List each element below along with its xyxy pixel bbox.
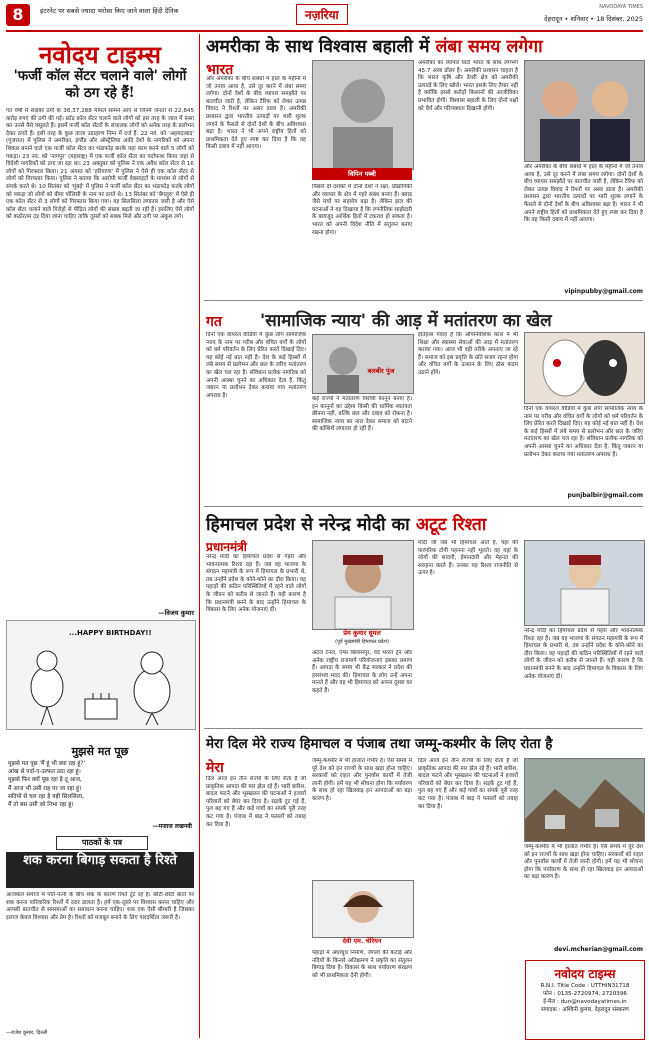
story4-photo [524,758,645,842]
editorial-body: गत वर्षों में साइबर ठगी के 36,37,288 मामले सामने आए थे जिनमें जनता से 22,845 करोड़ रुपए की ठगी की गई। फ्रॉड कॉल सेंटर चलाने वाले लोगों को इस तरह के जाल में फंसा कर उनसे पैसे वसूलते हैं। इसमें फर्जी कॉल सेंटरों के संचालक लोगों को अनेक तरह के प्रलोभन देकर ठगते हैं। इसी तरह के कुछ ताजा उदाहरण निम्न में दर्ज हैं: 22 नवं. को 'अहमदाबाद' (गुजरात) में पुलिस ने अमरीका, इंग्लैंड और ऑस्ट्रेलिया आदि देशों के नागरिकों को अपना शिकार बनाने वाले एक फर्जी कॉल सेंटर का भंडाफोड़ करके यहां काम करने वाले 5 लोगों को पकड़ा। 23 नवं. को 'नागपुर' (महाराष्ट्र) में एक फर्जी कॉल सेंटर का पर्दाफाश किया जहां से विदेशी नागरिकों को ठगा जा रहा था। 23 अक्तूबर को पुलिस ने एक अवैध कॉल सेंटर से 16 लोगों को गिरफ्तार किया। 21 अगस्त को 'हरियाणा' में पुलिस ने ऐसे ही एक कॉल सेंटर से लोगों को गिरफ्तार किया। पुलिस ने बताया कि आरोपी फर्जी वेबसाइटों के माध्यम से लोगों से संपर्क करते थे। 10 सितंबर को 'मुंबई' में पुलिस ने फर्जी कॉल सेंटर का भंडाफोड़ करके लोगों को पकड़ा जो लोगों को बीमा पॉलिसी के नाम पर ठगते थे। 13 सितंबर को 'बेंगलुरु' में ऐसे ही एक कॉल सेंटर से 3 लोगों को गिरफ्तार किया गया। यह सिलसिला लगातार जारी है और ऐसे कॉल सेंटर चलाने वाले गिरोहों से पीड़ित लोगों की संख्या बढ़ती जा रही है। इसलिए ऐसे लोगों को कठोरतम दंड दिया जाना चाहिए ताकि दूसरों को सबक मिले और ठगी पर अंकुश लगे। [6,108,194,221]
imprint-line: R.N.I. Title Code : UTTHIN31718 [540,983,630,989]
story4-dropcap: मेरा [206,760,224,776]
story4-headline: मेरा दिल मेरे राज्य हिमाचल व पंजाब तथा जम्मू-कश्मीर के लिए रोता है [206,736,553,752]
imprint-line: फोन : 0135-2720974, 2720396 [543,991,627,997]
story1-headline-main: अमरीका के साथ विश्वास बहाली में [206,37,430,57]
story4-body-col4: जम्मू-कश्मीर में भी हालात गंभीर हैं। ऐसे समय में पूरे देश को इन राज्यों के साथ खड़ा होना चाहिए। सरकारों को राहत और पुनर्वास कार्यों में तेजी लानी होगी। हमें यह भी सोचना होगा कि पर्यावरण के साथ हो रहा खिलवाड़ इन आपदाओं का बड़ा कारण है। [524,844,643,881]
poem-line: मुझसे मत पूछ 'मैं हूं भी क्या रहा हूं?' [8,761,86,767]
cartoon-drawing [7,621,195,729]
story4-byline: देवी एम. चेरियन [342,937,382,945]
story1-dropcap: भारत [206,62,234,78]
story3-author-photo [312,540,414,630]
story1-body-col3: अमरीका का व्यापार घाटा भारत के साथ लगभग 45.7 अरब डॉलर है। अमरीकी प्रशासन चाहता है कि भारत कृषि और डेयरी क्षेत्र को अमरीकी उत्पादों के लिए खोले। भारत इसके लिए तैयार नहीं है क्योंकि इससे करोड़ों किसानों की आजीविका प्रभावित होगी। विश्वास बहाली के लिए दोनों पक्षों को धैर्य और परिपक्वता दिखानी होगी। [418,60,518,112]
story4-author-photo [312,880,414,938]
story3-body-col2: अटल टनल, एम्स बिलासपुर, वंदे भारत ट्रेन और अनेक राष्ट्रीय राजमार्ग परियोजनाएं इसका प्रमाण हैं। आपदा के समय भी केंद्र सरकार ने प्रदेश की हरसंभव मदद की। हिमाचल के लोग उन्हें अपना मानते हैं और वह भी हिमाचल को अपना दूसरा घर कहते हैं। [312,650,412,694]
story1-email: vipinpubby@gmail.com [564,288,643,295]
column-divider [199,34,200,1038]
poem-line: मैं तो बस उसी को निभा रहा हूं। [8,802,74,809]
dateline: देहरादून • शनिवार • 18 दिसंबर, 2025 [544,15,643,23]
poem-line: आंख से पर्दा-ए-उल्फत उठा रहा हूं। [8,769,81,776]
story2-body-col4: दिनों एक वायरल वीडियो में कुछ लोग सामाजिक न्याय के नाम पर गरीब और वंचित वर्गों के लोगों को धर्म परिवर्तन के लिए प्रेरित करते दिखाई दिए। यह कोई नई बात नहीं है। देश के कई हिस्सों में लंबे समय से प्रलोभन और छल के जरिए मतांतरण का खेल चल रहा है। संविधान प्रत्येक नागरिक को अपनी आस्था चुनने का अधिकार देता है, किंतु जबरन या प्रलोभन देकर कराया गया मतांतरण अपराध है। [524,406,643,458]
poem-line: सदियों से चल रहा है यही सिलसिला, [8,793,84,800]
poem-author: —मजाज लखनवी [152,823,192,830]
story3-headline [206,512,486,536]
story2-byline: बलबीर पुंज [367,367,395,375]
story3-headline-highlight: अटूट रिश्ता [415,515,487,535]
poem-body [8,760,192,809]
story1-body-col1: और अमरीका के बीच संबंधों में हाल के महीनों में जो तनाव आया है, उसे दूर करने में लंबा समय लगेगा। दोनों देशों के बीच व्यापार समझौते पर बातचीत जारी है, लेकिन टैरिफ को लेकर उत्पन्न विवाद ने रिश्तों पर असर डाला है। अमरीकी प्रशासन द्वारा भारतीय उत्पादों पर भारी शुल्क लगाने के फैसले से दोनों देशों के बीच अविश्वास बढ़ा है। भारत ने भी अपने राष्ट्रीय हितों को प्राथमिकता देते हुए स्पष्ट कर दिया है कि वह किसी दबाव में नहीं आएगा। [206,76,306,151]
story2-body-col2: कई राज्यों ने मतांतरण विरोधी कानून बनाए हैं। इन कानूनों का उद्देश्य किसी की धार्मिक स्वतंत्रता छीनना नहीं, बल्कि छल और दबाव को रोकना है। सामाजिक न्याय का नारा देकर समाज को बांटने की कोशिशें लगातार हो रही हैं। [312,396,412,433]
story4-email: devi.mcherian@gmail.com [553,946,643,953]
story2-photo [524,332,645,404]
story2-headline: 'सामाजिक न्याय' की आड़ में मतांतरण का खेल [260,311,552,331]
cartoon-caption: ...HAPPY BIRTHDAY!! [69,629,152,637]
section-rule [204,300,643,301]
story1-author-photo [312,60,414,170]
story1-byline: विपिन पब्बी [312,168,412,180]
story3-body-col4: नरेन्द्र मोदी का हिमाचल प्रदेश से गहरा और भावनात्मक रिश्ता रहा है। जब वह भाजपा के संगठन महामंत्री के रूप में हिमाचल के प्रभारी थे, तब उन्होंने प्रदेश के कोने-कोने का दौरा किया। वह पहाड़ों की कठिन परिस्थितियों में रहने वाले लोगों के जीवन को करीब से जानते हैं। यही कारण है कि प्रधानमंत्री बनने के बाद उन्होंने हिमाचल के विकास के लिए अनेक योजनाएं दीं। [524,628,643,680]
readers-letters-label: पाठकों के पत्र [56,836,148,850]
section-rule [204,728,643,729]
story3-byline: प्रेम कुमार धूमल [343,629,381,637]
story2-body-col1: दिनों एक वायरल वीडियो में कुछ लोग सामाजिक न्याय के नाम पर गरीब और वंचित वर्गों के लोगों को धर्म परिवर्तन के लिए प्रेरित करते दिखाई दिए। यह कोई नई बात नहीं है। देश के कई हिस्सों में लंबे समय से प्रलोभन और छल के जरिए मतांतरण का खेल चल रहा है। संविधान प्रत्येक नागरिक को अपनी आस्था चुनने का अधिकार देता है, किंतु जबरन या प्रलोभन देकर कराया गया मतांतरण अपराध है। [206,332,306,399]
imprint-logo: नवोदय टाइम्स [554,967,616,981]
imprint-line: ई-मेल : dun@navodayatimes.in [543,999,627,1005]
story3-photo [524,540,645,626]
imprint-editor: संपादक : अश्विनी कुमार, देहरादून संस्करण [541,1007,629,1013]
story2-body-col3: इतिहास गवाह है कि औपनिवेशिक काल में भी शिक्षा और स्वास्थ्य सेवाओं की आड़ में मतांतरण कराया गया। आज भी वही तरीके अपनाए जा रहे हैं। समाज को इस प्रवृत्ति के प्रति सजग रहना होगा और वंचित वर्गों के उत्थान के लिए ठोस कदम उठाने होंगे। [418,332,518,376]
story1-headline-highlight: लंबा समय लगेगा [435,37,543,57]
masthead-tagline: इंटरनेट पर सबसे ज्यादा भरोसा किए जाने वाला हिंदी दैनिक [40,7,179,15]
page-header [6,4,643,32]
story2-email: punjbalbir@gmail.com [567,492,643,499]
story1-photo [524,60,645,162]
poem-title: मुझसे मत पूछ [71,745,129,758]
page-number: 8 [6,4,30,26]
editorial-logo: नवोदय टाइम्स [38,40,162,69]
story4-body-col2b: पहाड़ों में अंधाधुंध निर्माण, जंगलों की कटाई और नदियों के किनारे अतिक्रमण ने प्रकृति का संतुलन बिगाड़ दिया है। विकास के साथ पर्यावरण संरक्षण को भी प्राथमिकता देनी होगी। [312,950,412,979]
poem-line: मैं आज भी उसी राह पर जा रहा हूं। [8,785,82,792]
imprint-box [525,960,645,1040]
paper-name: NAVODAYA TIMES [599,4,643,10]
story4-body-col1: दिल आज इन तीन राज्यों के लिए रोता है जो प्राकृतिक आपदा की मार झेल रहे हैं। भारी बारिश, बादल फटने और भूस्खलन की घटनाओं ने हजारों परिवारों को बेघर कर दिया है। सड़कें टूट गई हैं, पुल बह गए हैं और कई गांवों का संपर्क पूरी तरह कट गया है। पंजाब में बाढ़ ने फसलों को तबाह कर दिया है। [206,776,306,828]
story2-dropcap: गत [206,314,222,330]
story1-body-col2: पिछले दो दशकों में दोनों देशों ने रक्षा, प्रौद्योगिकी और व्यापार के क्षेत्र में गहरे संबंध बनाए हैं। क्वाड जैसे मंचों पर सहयोग बढ़ा है। लेकिन हाल की घटनाओं ने यह दिखाया है कि रणनीतिक साझेदारी के बावजूद आर्थिक हितों में टकराव हो सकता है। भारत को अपनी विदेश नीति में संतुलन बनाए रखना होगा। [312,184,412,236]
section-rule [204,506,643,507]
story3-byline-role: (पूर्व मुख्यमंत्री हिमाचल प्रदेश) [335,639,389,645]
story4-body-col2: जम्मू-कश्मीर में भी हालात गंभीर हैं। ऐसे समय में पूरे देश को इन राज्यों के साथ खड़ा होना चाहिए। सरकारों को राहत और पुनर्वास कार्यों में तेजी लानी होगी। हमें यह भी सोचना होगा कि पर्यावरण के साथ हो रहा खिलवाड़ इन आपदाओं का बड़ा कारण है। [312,758,412,802]
readers-letter-headline: शक करना बिगाड़ सकता है रिश्ते [6,852,194,888]
story2-author-photo [312,334,414,394]
readers-letter-body: आजकल समाज में पति-पत्नी के बीच शक के कारण रिश्ते टूट रहे हैं। छोटी-छोटी बातों पर शक करना पारिवारिक रिश्तों में दरार डालता है। हमें एक-दूसरे पर विश्वास करना चाहिए और आपसी बातचीत से समस्याओं का समाधान करना चाहिए। शक एक ऐसी बीमारी है जिसका इलाज केवल विश्वास और प्रेम है। रिश्तों को मजबूत बनाने के लिए पारदर्शिता जरूरी है। [6,892,194,921]
story1-body-col4: और अमरीका के बीच संबंधों में हाल के महीनों में जो तनाव आया है, उसे दूर करने में लंबा समय लगेगा। दोनों देशों के बीच व्यापार समझौते पर बातचीत जारी है, लेकिन टैरिफ को लेकर उत्पन्न विवाद ने रिश्तों पर असर डाला है। अमरीकी प्रशासन द्वारा भारतीय उत्पादों पर भारी शुल्क लगाने के फैसले से दोनों देशों के बीच अविश्वास बढ़ा है। भारत ने भी अपने राष्ट्रीय हितों को प्राथमिकता देते हुए स्पष्ट कर दिया है कि वह किसी दबाव में नहीं आएगा। [524,164,643,224]
story3-body-col1: नरेन्द्र मोदी का हिमाचल प्रदेश से गहरा और भावनात्मक रिश्ता रहा है। जब वह भाजपा के संगठन महामंत्री के रूप में हिमाचल के प्रभारी थे, तब उन्होंने प्रदेश के कोने-कोने का दौरा किया। वह पहाड़ों की कठिन परिस्थितियों में रहने वाले लोगों के जीवन को करीब से जानते हैं। यही कारण है कि प्रधानमंत्री बनने के बाद उन्होंने हिमाचल के विकास के लिए अनेक योजनाएं दीं। [206,554,306,614]
editorial-headline: 'फर्जी कॉल सेंटर चलाने वाले' लोगों को ठग रहे हैं! [13,68,187,101]
story4-body-col3: दिल आज इन तीन राज्यों के लिए रोता है जो प्राकृतिक आपदा की मार झेल रहे हैं। भारी बारिश, बादल फटने और भूस्खलन की घटनाओं ने हजारों परिवारों को बेघर कर दिया है। सड़कें टूट गई हैं, पुल बह गए हैं और कई गांवों का संपर्क पूरी तरह कट गया है। पंजाब में बाढ़ ने फसलों को तबाह कर दिया है। [418,758,518,810]
story3-dropcap: प्रधानमंत्री [206,540,247,554]
poem-line: मुझसे फिर क्यों पूछ रहा है तू आज, [8,777,82,784]
story3-body-col3: मोदी जी जब भी हिमाचल आते हैं, यहां की पारंपरिक टोपी पहनना नहीं भूलते। वह यहां के लोगों की सादगी, ईमानदारी और मेहनत की सराहना करते हैं। उनका यह रिश्ता राजनीति से ऊपर है। [418,540,518,577]
section-title: नज़रिया [296,4,348,25]
story1-headline [206,34,543,58]
story3-headline-main: हिमाचल प्रदेश से नरेन्द्र मोदी का [206,515,410,535]
cartoon [6,620,196,730]
editorial-byline: —विजय कुमार [158,609,194,617]
letter-signature: —राजेश कुमार, दिल्ली [6,1030,48,1036]
